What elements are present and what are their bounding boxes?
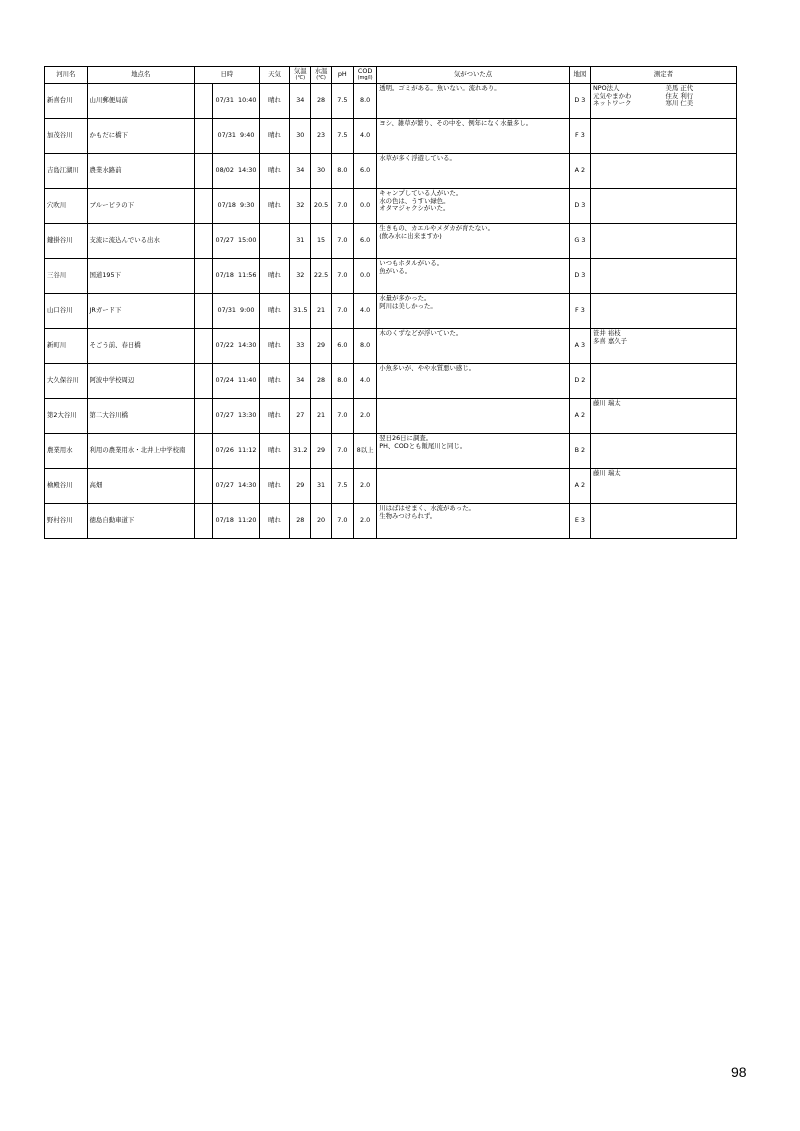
time-text: 9:00 bbox=[240, 306, 255, 315]
table-row bbox=[45, 84, 737, 119]
ph-cell: 7.0 bbox=[331, 259, 353, 294]
weather-cell: 晴れ bbox=[259, 84, 289, 119]
site-name-cell: JRガード下 bbox=[87, 294, 194, 329]
water-temp-cell: 28 bbox=[311, 364, 331, 399]
site-name-cell: 支流に流込んでいる出水 bbox=[87, 224, 194, 259]
datetime-cell bbox=[213, 119, 260, 154]
air-temp-cell: 29 bbox=[290, 469, 311, 504]
note-line: 水の色は、うすい緑色。 bbox=[379, 196, 450, 205]
cod-cell: 0.0 bbox=[353, 189, 376, 224]
header-notes: 気がついた点 bbox=[377, 67, 570, 84]
water-temp-cell: 23 bbox=[311, 119, 331, 154]
river-name-cell: 檜殿谷川 bbox=[45, 469, 88, 504]
header-water-temp-label: 水温 bbox=[314, 67, 328, 76]
map-cell: E 3 bbox=[569, 504, 590, 539]
map-cell: D 2 bbox=[569, 364, 590, 399]
observer-cell bbox=[591, 189, 737, 224]
river-name-cell: 加茂谷川 bbox=[45, 119, 88, 154]
cod-cell: 2.0 bbox=[353, 504, 376, 539]
cod-cell: 4.0 bbox=[353, 294, 376, 329]
observer-list bbox=[593, 85, 734, 108]
map-cell: A 2 bbox=[569, 469, 590, 504]
observer-text: 美馬 正代 bbox=[665, 84, 694, 92]
weather-cell: 晴れ bbox=[259, 259, 289, 294]
water-temp-cell: 28 bbox=[311, 84, 331, 119]
datetime-cell bbox=[213, 224, 260, 259]
date-text: 07/27 bbox=[215, 411, 234, 420]
spacer-cell bbox=[194, 224, 212, 259]
spacer-cell bbox=[194, 84, 212, 119]
spacer-cell bbox=[194, 154, 212, 189]
map-cell: A 2 bbox=[569, 154, 590, 189]
notes-cell bbox=[377, 259, 570, 294]
observer-cell bbox=[591, 434, 737, 469]
site-name-cell: 阿波中学校周辺 bbox=[87, 364, 194, 399]
date-text: 07/31 bbox=[215, 96, 234, 105]
site-name-cell: 山川郵便局前 bbox=[87, 84, 194, 119]
cod-cell: 0.0 bbox=[353, 259, 376, 294]
time-text: 9:40 bbox=[240, 131, 255, 140]
datetime-cell bbox=[213, 434, 260, 469]
time-text: 11:12 bbox=[238, 446, 257, 455]
water-temp-cell: 29 bbox=[311, 329, 331, 364]
weather-cell: 晴れ bbox=[259, 154, 289, 189]
water-temp-cell: 30 bbox=[311, 154, 331, 189]
note-line: キャンプしている人がいた。 bbox=[379, 189, 463, 197]
spacer-cell bbox=[194, 329, 212, 364]
note-line: 生きもの、カエルやメダカが育たない。 bbox=[379, 224, 495, 232]
header-air-temp-unit: (℃) bbox=[295, 75, 306, 82]
date-text: 07/27 bbox=[215, 481, 234, 490]
date-text: 07/22 bbox=[215, 341, 234, 350]
observer-cell bbox=[591, 84, 737, 119]
spacer-cell bbox=[194, 259, 212, 294]
observer-cell bbox=[591, 469, 737, 504]
river-name-cell: 第2大谷川 bbox=[45, 399, 88, 434]
datetime-cell bbox=[213, 189, 260, 224]
map-cell: F 3 bbox=[569, 119, 590, 154]
ph-cell: 7.0 bbox=[331, 189, 353, 224]
cod-cell: 6.0 bbox=[353, 224, 376, 259]
river-name-cell: 新町川 bbox=[45, 329, 88, 364]
observer-text: NPO法人 bbox=[593, 84, 620, 92]
time-text: 15:00 bbox=[238, 236, 257, 245]
cod-cell: 2.0 bbox=[353, 469, 376, 504]
observer-list bbox=[593, 470, 734, 478]
river-name-cell: 野村谷川 bbox=[45, 504, 88, 539]
weather-cell: 晴れ bbox=[259, 189, 289, 224]
date-text: 07/18 bbox=[215, 271, 234, 280]
table-row bbox=[45, 259, 737, 294]
water-temp-cell: 20.5 bbox=[311, 189, 331, 224]
header-air-temp-label: 気温 bbox=[293, 67, 307, 76]
water-temp-cell: 21 bbox=[311, 399, 331, 434]
observer-text bbox=[666, 470, 735, 478]
date-text: 07/27 bbox=[215, 236, 234, 245]
notes-cell bbox=[377, 434, 570, 469]
header-air-temp bbox=[290, 67, 311, 84]
notes-cell bbox=[377, 329, 570, 364]
site-name-cell: 高畑 bbox=[87, 469, 194, 504]
time-text: 11:40 bbox=[238, 376, 257, 385]
table-row bbox=[45, 189, 737, 224]
note-line: 魚がいる。 bbox=[379, 266, 412, 275]
datetime-cell bbox=[213, 154, 260, 189]
notes-cell bbox=[377, 84, 570, 119]
air-temp-cell: 32 bbox=[290, 189, 311, 224]
table-row bbox=[45, 504, 737, 539]
time-text: 13:30 bbox=[238, 411, 257, 420]
table-body bbox=[45, 84, 737, 539]
air-temp-cell: 30 bbox=[290, 119, 311, 154]
air-temp-cell: 31.2 bbox=[290, 434, 311, 469]
map-cell: D 3 bbox=[569, 189, 590, 224]
site-name-cell: ブルーピラの下 bbox=[87, 189, 194, 224]
map-cell: B 2 bbox=[569, 434, 590, 469]
air-temp-cell: 31 bbox=[290, 224, 311, 259]
river-name-cell: 吉島江湖川 bbox=[45, 154, 88, 189]
notes-cell bbox=[377, 364, 570, 399]
site-name-cell: 国道195下 bbox=[87, 259, 194, 294]
note-line: 木のくずなどが浮いていた。 bbox=[379, 329, 463, 337]
note-line: PH、CODとも飯尾川と同じ。 bbox=[379, 441, 467, 450]
air-temp-cell: 34 bbox=[290, 84, 311, 119]
header-site: 地点名 bbox=[87, 67, 194, 84]
cod-cell: 4.0 bbox=[353, 119, 376, 154]
ph-cell: 7.5 bbox=[331, 469, 353, 504]
time-text: 14:30 bbox=[238, 341, 257, 350]
weather-cell: 晴れ bbox=[259, 329, 289, 364]
site-name-cell: そごう前、春日橋 bbox=[87, 329, 194, 364]
notes-cell bbox=[377, 119, 570, 154]
header-map: 地図 bbox=[569, 67, 590, 84]
river-name-cell: 新喜台川 bbox=[45, 84, 88, 119]
table-row bbox=[45, 364, 737, 399]
observer-text bbox=[666, 400, 735, 408]
water-temp-cell: 15 bbox=[311, 224, 331, 259]
weather-cell: 晴れ bbox=[259, 434, 289, 469]
datetime-cell bbox=[213, 84, 260, 119]
notes-cell bbox=[377, 189, 570, 224]
observer-text: 藤川 瑞太 bbox=[593, 469, 621, 477]
note-line: 水量が多かった。 bbox=[379, 294, 431, 302]
table-row bbox=[45, 469, 737, 504]
cod-cell: 2.0 bbox=[353, 399, 376, 434]
water-temp-cell: 31 bbox=[311, 469, 331, 504]
spacer-cell bbox=[194, 294, 212, 329]
weather-cell: 晴れ bbox=[259, 119, 289, 154]
note-line: 透明。ゴミがある。魚いない。流れあり。 bbox=[379, 84, 501, 92]
spacer-cell bbox=[194, 504, 212, 539]
table-row bbox=[45, 329, 737, 364]
observer-list bbox=[593, 330, 734, 345]
header-cod bbox=[353, 67, 376, 84]
datetime-cell bbox=[213, 329, 260, 364]
observer-cell bbox=[591, 119, 737, 154]
map-cell: D 3 bbox=[569, 259, 590, 294]
map-cell: A 3 bbox=[569, 329, 590, 364]
date-text: 08/02 bbox=[215, 166, 234, 175]
cod-cell: 8以上 bbox=[353, 434, 376, 469]
date-text: 07/18 bbox=[215, 516, 234, 525]
ph-cell: 7.0 bbox=[331, 224, 353, 259]
note-line: 生物みつけられず。 bbox=[379, 511, 437, 520]
observer-cell bbox=[591, 154, 737, 189]
note-line: いつもホタルがいる。 bbox=[379, 259, 444, 267]
river-name-cell: 大久保谷川 bbox=[45, 364, 88, 399]
datetime-cell bbox=[213, 399, 260, 434]
note-line: オタマジャクシがいた。 bbox=[379, 204, 450, 213]
table-row bbox=[45, 434, 737, 469]
note-line: 水草が多く浮遊している。 bbox=[379, 154, 456, 162]
observer-cell bbox=[591, 364, 737, 399]
observer-text: 笹井 裕枝 bbox=[593, 329, 621, 337]
water-temp-cell: 29 bbox=[311, 434, 331, 469]
river-name-cell: 穴吹川 bbox=[45, 189, 88, 224]
observer-text: 多喜 嘉久子 bbox=[593, 336, 627, 345]
cod-cell: 8.0 bbox=[353, 84, 376, 119]
spacer-cell bbox=[194, 469, 212, 504]
ph-cell: 7.5 bbox=[331, 84, 353, 119]
header-ph: pH bbox=[331, 67, 353, 84]
weather-cell: 晴れ bbox=[259, 399, 289, 434]
header-observer: 測定者 bbox=[591, 67, 737, 84]
table-row bbox=[45, 399, 737, 434]
cod-cell: 8.0 bbox=[353, 329, 376, 364]
observer-cell bbox=[591, 259, 737, 294]
map-cell: G 3 bbox=[569, 224, 590, 259]
ph-cell: 7.0 bbox=[331, 434, 353, 469]
air-temp-cell: 28 bbox=[290, 504, 311, 539]
time-text: 14:30 bbox=[238, 481, 257, 490]
datetime-cell bbox=[213, 364, 260, 399]
header-cod-unit: (mg/l) bbox=[357, 75, 373, 82]
observer-cell bbox=[591, 329, 737, 364]
observer-text: ネットワーク bbox=[593, 99, 632, 108]
weather-cell: 晴れ bbox=[259, 469, 289, 504]
site-name-cell: 第二大谷川橋 bbox=[87, 399, 194, 434]
map-cell: D 3 bbox=[569, 84, 590, 119]
note-line: (飲み水に出来ますか) bbox=[379, 231, 442, 240]
ph-cell: 6.0 bbox=[331, 329, 353, 364]
water-survey-table bbox=[44, 66, 737, 539]
observer-text: 住友 利行 bbox=[665, 91, 694, 100]
cod-cell: 6.0 bbox=[353, 154, 376, 189]
ph-cell: 7.0 bbox=[331, 294, 353, 329]
cod-cell: 4.0 bbox=[353, 364, 376, 399]
observer-list bbox=[593, 400, 734, 408]
time-text: 9:30 bbox=[240, 201, 255, 210]
note-line: 川はばはせまく、水流があった。 bbox=[379, 504, 475, 512]
spacer-cell bbox=[194, 119, 212, 154]
water-temp-cell: 20 bbox=[311, 504, 331, 539]
ph-cell: 8.0 bbox=[331, 364, 353, 399]
header-water-temp bbox=[311, 67, 331, 84]
datetime-cell bbox=[213, 294, 260, 329]
air-temp-cell: 34 bbox=[290, 364, 311, 399]
time-text: 10:40 bbox=[238, 96, 257, 105]
page-number: 98 bbox=[731, 1064, 747, 1080]
ph-cell: 7.5 bbox=[331, 119, 353, 154]
observer-text bbox=[666, 330, 735, 338]
header-water-temp-unit: (℃) bbox=[316, 75, 326, 82]
weather-cell bbox=[259, 224, 289, 259]
note-line: ヨシ、雑草が繁り、その中を、例年になく水量多し。 bbox=[379, 119, 533, 127]
observer-cell bbox=[591, 294, 737, 329]
note-line: 小魚多いが、やや水質悪い感じ。 bbox=[379, 364, 476, 372]
water-temp-cell: 21 bbox=[311, 294, 331, 329]
notes-cell bbox=[377, 399, 570, 434]
observer-text: 寒川 仁美 bbox=[665, 99, 694, 108]
spacer-cell bbox=[194, 189, 212, 224]
time-text: 11:20 bbox=[238, 516, 257, 525]
header-river: 河川名 bbox=[45, 67, 88, 84]
table-row bbox=[45, 224, 737, 259]
date-text: 07/26 bbox=[215, 446, 234, 455]
observer-text: 藤川 瑞太 bbox=[593, 399, 621, 407]
site-name-cell: かもだに橋下 bbox=[87, 119, 194, 154]
air-temp-cell: 33 bbox=[290, 329, 311, 364]
notes-cell bbox=[377, 294, 570, 329]
header-row bbox=[45, 67, 737, 84]
spacer-cell bbox=[194, 399, 212, 434]
date-text: 07/18 bbox=[217, 201, 236, 210]
header-weather: 天気 bbox=[259, 67, 289, 84]
time-text: 11:56 bbox=[238, 271, 257, 280]
river-name-cell: 山口谷川 bbox=[45, 294, 88, 329]
air-temp-cell: 27 bbox=[290, 399, 311, 434]
map-cell: F 3 bbox=[569, 294, 590, 329]
date-text: 07/31 bbox=[217, 131, 236, 140]
water-temp-cell: 22.5 bbox=[311, 259, 331, 294]
notes-cell bbox=[377, 154, 570, 189]
weather-cell: 晴れ bbox=[259, 294, 289, 329]
weather-cell: 晴れ bbox=[259, 504, 289, 539]
river-name-cell: 農業用水 bbox=[45, 434, 88, 469]
ph-cell: 7.0 bbox=[331, 399, 353, 434]
observer-cell bbox=[591, 504, 737, 539]
table-row bbox=[45, 154, 737, 189]
time-text: 14:30 bbox=[238, 166, 257, 175]
date-text: 07/31 bbox=[217, 306, 236, 315]
air-temp-cell: 31.5 bbox=[290, 294, 311, 329]
observer-text: 元気やまかわ bbox=[593, 91, 632, 100]
site-name-cell: 利用の農業用水・北井上中学校南 bbox=[87, 434, 194, 469]
site-name-cell: 農業水路前 bbox=[87, 154, 194, 189]
river-name-cell: 三谷川 bbox=[45, 259, 88, 294]
ph-cell: 8.0 bbox=[331, 154, 353, 189]
ph-cell: 7.0 bbox=[331, 504, 353, 539]
spacer-cell bbox=[194, 434, 212, 469]
date-text: 07/24 bbox=[215, 376, 234, 385]
weather-cell: 晴れ bbox=[259, 364, 289, 399]
spacer-cell bbox=[194, 364, 212, 399]
observer-text bbox=[666, 338, 735, 346]
observer-cell bbox=[591, 224, 737, 259]
notes-cell bbox=[377, 504, 570, 539]
note-line: 阿川は美しかった。 bbox=[379, 301, 437, 310]
header-datetime: 日時 bbox=[194, 67, 259, 84]
table-row bbox=[45, 119, 737, 154]
observer-cell bbox=[591, 399, 737, 434]
notes-cell bbox=[377, 469, 570, 504]
table-row bbox=[45, 294, 737, 329]
datetime-cell bbox=[213, 504, 260, 539]
header-cod-label: COD bbox=[357, 67, 373, 76]
air-temp-cell: 34 bbox=[290, 154, 311, 189]
site-name-cell: 徳島自動車道下 bbox=[87, 504, 194, 539]
river-name-cell: 鍵掛谷川 bbox=[45, 224, 88, 259]
note-line: 翌日26日に調査。 bbox=[379, 434, 433, 442]
map-cell: A 2 bbox=[569, 399, 590, 434]
notes-cell bbox=[377, 224, 570, 259]
datetime-cell bbox=[213, 259, 260, 294]
datetime-cell bbox=[213, 469, 260, 504]
air-temp-cell: 32 bbox=[290, 259, 311, 294]
